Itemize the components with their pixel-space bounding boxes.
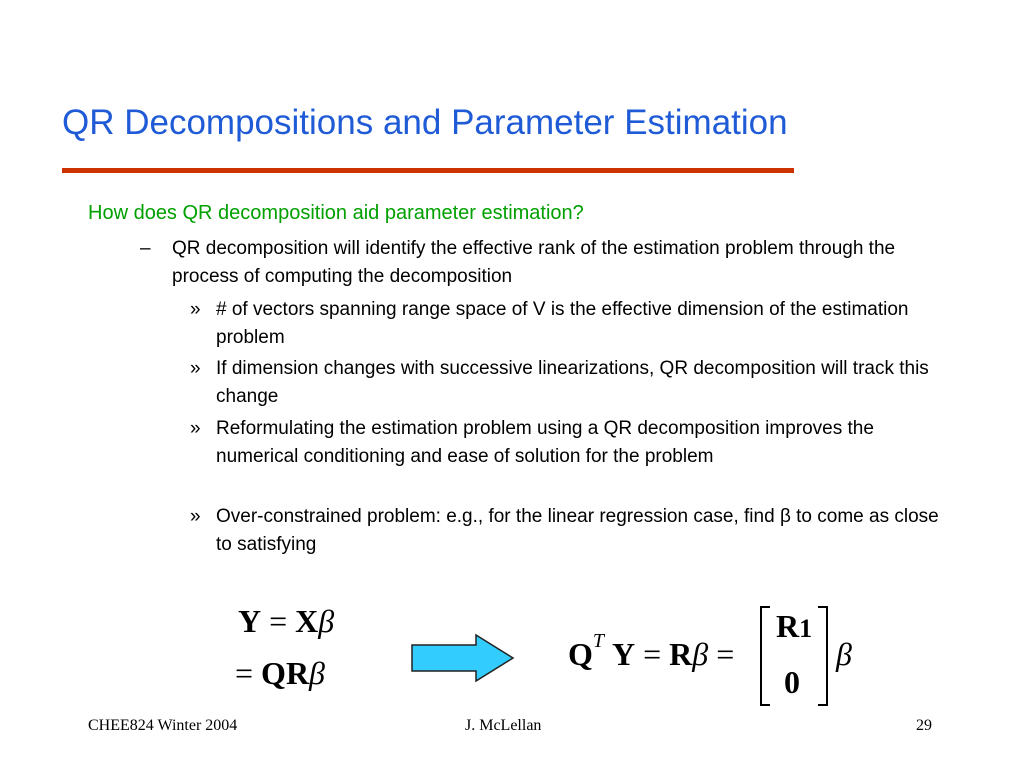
question-heading: How does QR decomposition aid parameter estimation? xyxy=(88,202,584,224)
eq-symbol-qr: QR xyxy=(261,655,310,691)
eq-subscript-1: 1 xyxy=(799,614,813,643)
eq-symbol-r: R xyxy=(669,636,693,672)
dash-bullet: – xyxy=(140,238,151,259)
bullet-marker: » xyxy=(190,299,201,320)
footer-course: CHEE824 Winter 2004 xyxy=(88,717,238,734)
matrix-left-bracket xyxy=(760,606,770,706)
eq-symbol-y: Y xyxy=(612,636,636,672)
matrix-entry-r1 xyxy=(776,608,812,645)
eq-equals: = xyxy=(269,603,288,639)
bullet-item-dimension-changes: If dimension changes with successive linearizations, QR decomposition will track this change xyxy=(216,358,929,407)
equation-qty-equals-r-beta xyxy=(568,630,735,673)
level2-text: QR decomposition will identify the effective rank of the estimation problem through the process of computing the decomposition xyxy=(172,238,896,287)
eq-superscript-t: T xyxy=(592,630,605,653)
eq-symbol-beta: β xyxy=(692,636,709,672)
eq-symbol-beta: β xyxy=(836,636,852,672)
eq-symbol-q: Q xyxy=(568,636,593,672)
eq-symbol-zero: 0 xyxy=(784,664,800,700)
eq-equals: = xyxy=(643,636,662,672)
bullet-item-reformulating: Reformulating the estimation problem using a QR decomposition improves the numerical conditioning and ease of solution for the problem xyxy=(216,418,874,467)
matrix-right-bracket xyxy=(818,606,828,706)
footer-author: J. McLellan xyxy=(465,717,542,734)
eq-equals: = xyxy=(716,636,735,672)
eq-equals: = xyxy=(235,655,254,691)
bullet-marker: » xyxy=(190,506,201,527)
right-arrow-icon xyxy=(410,633,516,683)
slide-title: QR Decompositions and Parameter Estimation xyxy=(62,103,788,142)
equation-equals-qr-beta xyxy=(235,655,325,692)
matrix-entry-zero xyxy=(784,664,800,701)
bullet-item-range-space: # of vectors spanning range space of V is the effective dimension of the estimation problem xyxy=(216,299,909,348)
bullet-marker: » xyxy=(190,418,201,439)
eq-symbol-r: R xyxy=(776,608,800,644)
eq-symbol-beta: β xyxy=(318,603,335,639)
eq-symbol-beta: β xyxy=(309,655,325,691)
footer-page-number: 29 xyxy=(916,717,932,734)
eq-symbol-y: Y xyxy=(238,603,262,639)
title-underline xyxy=(62,168,794,173)
eq-symbol-x: X xyxy=(295,603,319,639)
bullet-marker: » xyxy=(190,358,201,379)
equation-y-equals-x-beta xyxy=(238,603,334,640)
bullet-item-over-constrained: Over-constrained problem: e.g., for the linear regression case, find β to come as close to satisfying xyxy=(216,506,939,555)
